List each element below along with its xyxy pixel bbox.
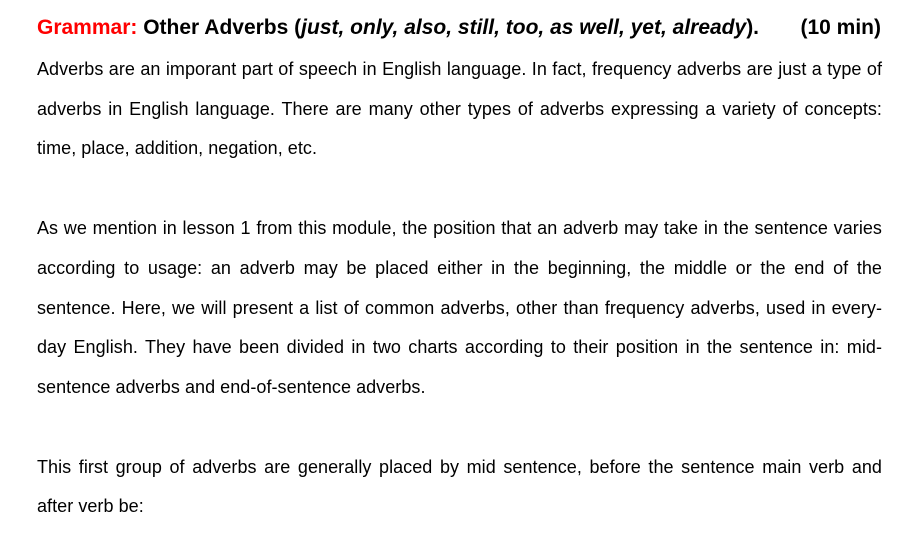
heading-title-suffix: ). [746,16,760,39]
heading-title-prefix: Other Adverbs ( [137,16,302,39]
paragraph-intro: Adverbs are an imporant part of speech in English language. In fact, frequency adverbs are just a type of adverbs in English language. There are many other types of adverbs expressing a variety of concepts: time, place, addition, negation, etc. [37,59,882,159]
paragraph-first-group: This first group of adverbs are generally placed by mid sentence, before the sentence main verb and after verb be: [37,456,882,517]
heading-title [37,12,759,44]
paragraph-position: As we mention in lesson 1 from this module, the position that an adverb may take in the sentence varies according to usage: an adverb may be placed either in the beginning, the middle or the end of the sentence. Here, we will present a list of common adverbs, other than frequency adverbs, used in every-day English. They have been divided in two charts according to their position in the sentence in: mid-sentence adverbs and end-of-sentence adverbs. [37,218,882,397]
heading-label: Grammar: [37,16,138,39]
document-page [37,12,882,527]
heading-adverb-list: just, only, also, still, too, as well, yet, already [301,16,747,39]
heading-duration: (10 min) [800,16,881,39]
section-heading [37,12,882,44]
